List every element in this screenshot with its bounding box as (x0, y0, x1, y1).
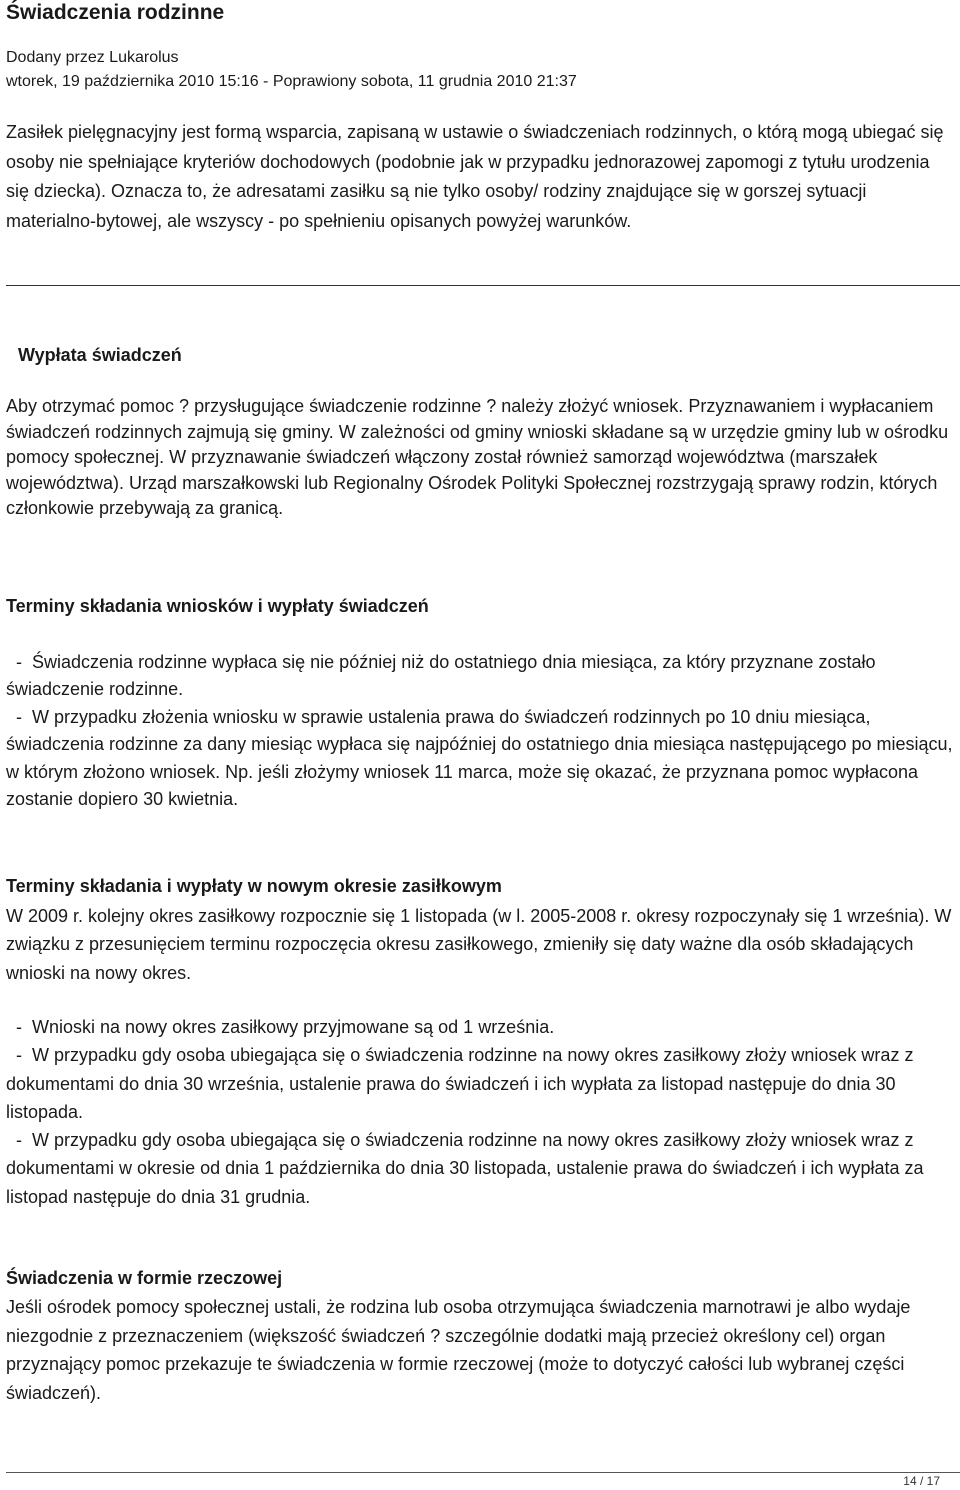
paragraph-rzeczowe: Jeśli ośrodek pomocy społecznej ustali, że rodzina lub osoba otrzymująca świadczenia marnotrawi je albo wydaje niezgodnie z przeznaczeniem (większość świadczeń ? szczególnie dodatki mają przecież określony cel) organ przyznający pomoc przekazuje te świadczenia w formie rzeczowej (może to dotyczyć całości lub wybranej części świadczeń). (6, 1297, 911, 1403)
terminy-list (6, 649, 958, 813)
heading-wyplata: Wypłata świadczeń (18, 345, 182, 365)
heading-nowy-okres: Terminy składania i wypłaty w nowym okresie zasiłkowym (6, 876, 502, 896)
list-item: - W przypadku gdy osoba ubiegająca się o świadczenia rodzinne na nowy okres zasiłkowy złoży wniosek wraz z dokumentami w okresie od dnia 1 października do dnia 30 listopada, ustalenie prawa do świadczeń i ich wypłata za listopad następuje do dnia 31 grudnia. (6, 1130, 929, 1207)
list-item: - W przypadku złożenia wniosku w sprawie ustalenia prawa do świadczeń rodzinnych po 10 dniu miesiąca, świadczenia rodzinne za dany miesiąc wypłaca się najpóźniej do ostatniego dnia miesiąca następującego po miesiącu, w którym złożono wniosek. Np. jeśli złożymy wniosek 11 marca, może się okazać, że przyznana pomoc wypłacona zostanie dopiero 30 kwietnia. (6, 706, 958, 810)
author-line: Dodany przez Lukarolus (6, 49, 179, 66)
heading-terminy: Terminy składania wniosków i wypłaty świadczeń (6, 596, 429, 616)
intro-paragraph: Zasiłek pielęgnacyjny jest formą wsparcia, zapisaną w ustawie o świadczeniach rodzinnych, o którą mogą ubiegać się osoby nie spełniające kryteriów dochodowych (podobnie jak w przypadku jednorazowej zapomogi z tytułu urodzenia się dziecka). Oznacza to, że adresatami zasiłku są nie tylko osoby/ rodziny znajdujące się w gorszej sytuacji materialno-bytowej, ale wszyscy - po spełnieniu opisanych powyżej warunków. (6, 122, 944, 231)
list-item: - Świadczenia rodzinne wypłaca się nie później niż do ostatniego dnia miesiąca, za który przyznane zostało świadczenie rodzinne. (6, 652, 881, 700)
footer-divider (6, 1472, 960, 1473)
heading-rzeczowe: Świadczenia w formie rzeczowej (6, 1268, 283, 1288)
page-title: Świadczenia rodzinne (6, 1, 225, 24)
list-item: - Wnioski na nowy okres zasiłkowy przyjmowane są od 1 września. (6, 1017, 555, 1037)
paragraph-wyplata: Aby otrzymać pomoc ? przysługujące świadczenie rodzinne ? należy złożyć wniosek. Przyznawaniem i wypłacaniem świadczeń rodzinnych zajmują się gminy. W zależności od gminy wnioski składane są w urzędzie gminy lub w ośrodku pomocy społecznej. W przyznawanie świadczeń włączony został również samorząd województwa (marszałek województwa). Urząd marszałkowski lub Regionalny Ośrodek Polityki Społecznej rozstrzygają sprawy rodzin, których członkowie przebywają za granicą. (6, 396, 949, 518)
paragraph-nowy-okres: W 2009 r. kolejny okres zasiłkowy rozpocznie się 1 listopada (w l. 2005-2008 r. okresy rozpoczynały się 1 września). W związku z przesunięciem terminu rozpoczęcia okresu zasiłkowego, zmieniły się daty ważne dla osób składających wnioski na nowy okres. (6, 906, 952, 983)
list-item: - W przypadku gdy osoba ubiegająca się o świadczenia rodzinne na nowy okres zasiłkowy złoży wniosek wraz z dokumentami do dnia 30 września, ustalenie prawa do świadczeń i ich wypłata za listopad następuje do dnia 30 listopada. (6, 1045, 919, 1122)
section-divider (6, 285, 960, 286)
date-line: wtorek, 19 października 2010 15:16 - Poprawiony sobota, 11 grudnia 2010 21:37 (6, 73, 577, 90)
page-number: 14 / 17 (903, 1474, 940, 1488)
nowy-okres-list (6, 1013, 954, 1211)
